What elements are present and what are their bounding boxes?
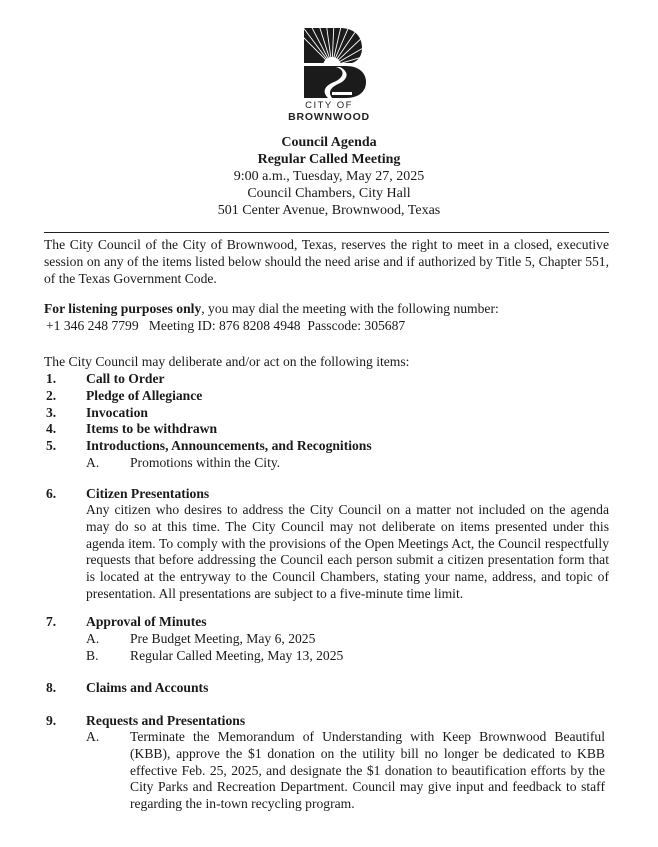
logo-text-brownwood: BROWNWOOD bbox=[288, 111, 370, 123]
subitem-text: Regular Called Meeting, May 13, 2025 bbox=[130, 648, 344, 663]
meeting-type: Regular Called Meeting bbox=[257, 152, 401, 167]
subitem-letter: A. bbox=[86, 729, 100, 744]
item-title: Approval of Minutes bbox=[86, 614, 207, 629]
subitem-letter: B. bbox=[86, 648, 99, 663]
item-number: 1. bbox=[46, 371, 57, 386]
item-title: Introductions, Announcements, and Recognitions bbox=[86, 438, 372, 453]
item-number: 9. bbox=[46, 713, 57, 728]
item-title: Requests and Presentations bbox=[86, 713, 246, 728]
item-title: Call to Order bbox=[86, 371, 165, 386]
meeting-datetime: 9:00 a.m., Tuesday, May 27, 2025 bbox=[233, 169, 425, 184]
item-title: Items to be withdrawn bbox=[86, 421, 218, 436]
agenda-header bbox=[0, 134, 658, 219]
listening-info bbox=[44, 300, 609, 334]
item-number: 4. bbox=[46, 421, 57, 436]
subitem-letter: A. bbox=[86, 455, 100, 470]
item-title: Citizen Presentations bbox=[86, 486, 210, 501]
item-number: 7. bbox=[46, 614, 57, 629]
item-number: 6. bbox=[46, 486, 57, 501]
header-divider bbox=[44, 232, 609, 233]
subitem-text: Promotions within the City. bbox=[130, 455, 281, 470]
subitem-text: Terminate the Memorandum of Understanding with Keep Brownwood Beautiful (KBB), approve the $1 donation on the utility bill no longer be dedicated to KBB effective Feb. 25, 2025, and designate the $1 donation to beautification efforts by the City Parks and Recreation Department. Council may give input and feedback to staff regarding the in-town recycling program. bbox=[130, 729, 605, 812]
citizen-presentations-description: Any citizen who desires to address the City Council on a matter not included on the agenda may do so at this time. The City Council may not deliberate on items presented under this agenda item. To comply with the provisions of the Open Meetings Act, the Council respectfully requests that before addressing the Council each person submit a citizen presentation form that is located at the entryway to the Council Chambers, stating your name, address, and topic of presentation. All presentations are subject to a five-minute time limit. bbox=[86, 502, 609, 601]
logo-text-city-of: CITY OF bbox=[305, 100, 353, 111]
closed-session-notice: The City Council of the City of Brownwood, Texas, reserves the right to meet in a closed, executive session on any of the items listed below should the need arise and if authorized by Title 5, Chapter 551, of the Texas Government Code. bbox=[44, 237, 609, 286]
item-number: 8. bbox=[46, 680, 57, 695]
item-number: 3. bbox=[46, 405, 57, 420]
dial-in-info: +1 346 248 7799 Meeting ID: 876 8208 4948 Passcode: 305687 bbox=[46, 318, 406, 333]
meeting-location: Council Chambers, City Hall bbox=[247, 186, 411, 201]
subitem-text: Pre Budget Meeting, May 6, 2025 bbox=[130, 631, 316, 646]
item-number: 5. bbox=[46, 438, 57, 453]
item-title: Claims and Accounts bbox=[86, 680, 209, 695]
subitem-letter: A. bbox=[86, 631, 100, 646]
listening-text: , you may dial the meeting with the following number: bbox=[201, 301, 499, 316]
item-title: Pledge of Allegiance bbox=[86, 388, 203, 403]
meeting-address: 501 Center Avenue, Brownwood, Texas bbox=[217, 203, 441, 218]
item-number: 2. bbox=[46, 388, 57, 403]
item-title: Invocation bbox=[86, 405, 148, 420]
deliberate-statement: The City Council may deliberate and/or act on the following items: bbox=[44, 354, 410, 369]
city-logo-icon bbox=[296, 26, 366, 101]
listening-label: For listening purposes only bbox=[44, 301, 202, 316]
agenda-title: Council Agenda bbox=[281, 135, 377, 150]
